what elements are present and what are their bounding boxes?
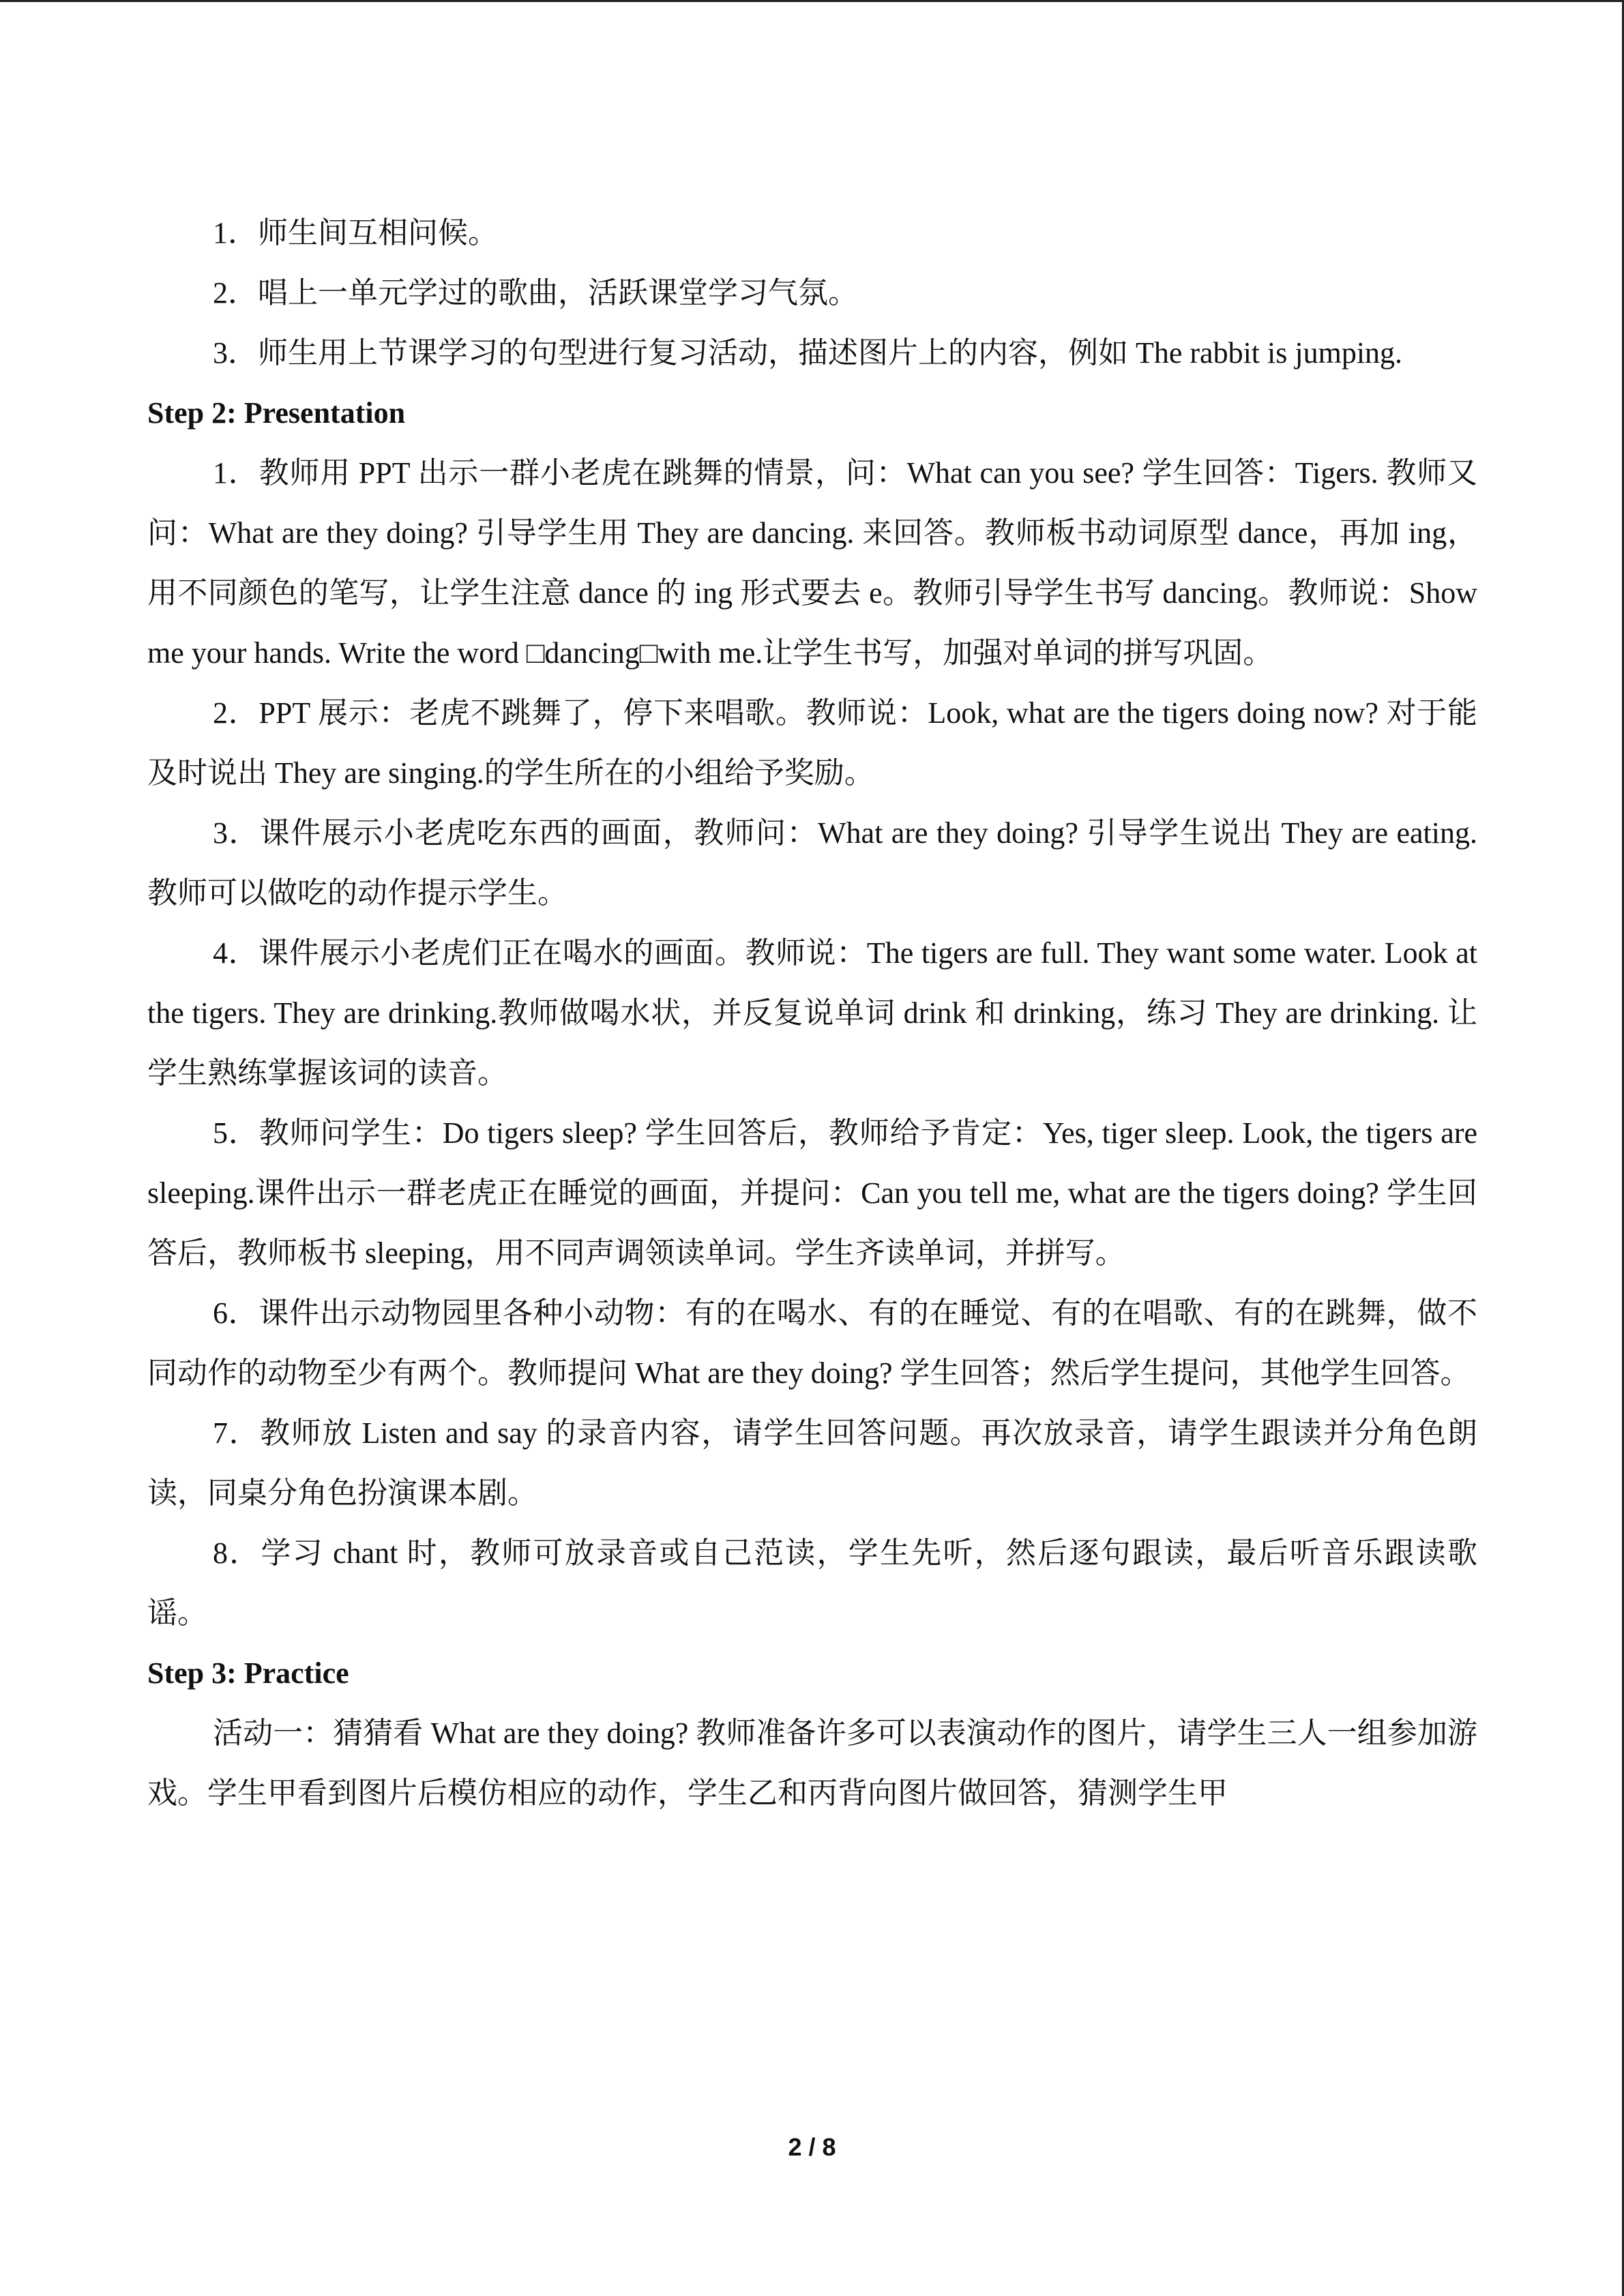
step2-heading: Step 2: Presentation	[147, 396, 406, 430]
warmup-item-3: 3．师生用上节课学习的句型进行复习活动，描述图片上的内容，例如 The rabbit is jumping.	[213, 336, 1403, 370]
step2-item-8: 8．学习 chant 时，教师可放录音或自己范读，学生先听，然后逐句跟读，最后听音乐跟读歌谣。	[147, 1536, 1477, 1630]
step2-item-4: 4．课件展示小老虎们正在喝水的画面。教师说：The tigers are full. They want some water. Look at the tigers. They are drinking.教师做喝水状，并反复说单词 drink 和 drinking，练习 They are drinking. 让学生熟练掌握该词的读音。	[147, 936, 1477, 1090]
step3-heading: Step 3: Practice	[147, 1656, 349, 1690]
step3-activity-1: 活动一：猜猜看 What are they doing? 教师准备许多可以表演动作的图片，请学生三人一组参加游戏。学生甲看到图片后模仿相应的动作，学生乙和丙背向图片做回答，猜测学生甲	[147, 1716, 1477, 1810]
step2-item-2: 2．PPT 展示：老虎不跳舞了，停下来唱歌。教师说：Look, what are the tigers doing now? 对于能及时说出 They are singing.的学生所在的小组给予奖励。	[147, 696, 1477, 790]
top-border-line	[0, 0, 1624, 2]
step2-item-5: 5．教师问学生：Do tigers sleep? 学生回答后，教师给予肯定：Yes, tiger sleep. Look, the tigers are sleeping.课件出示一群老虎正在睡觉的画面，并提问：Can you tell me, what are the tigers doing? 学生回答后，教师板书 sleeping，用不同声调领读单词。学生齐读单词，并拼写。	[147, 1116, 1477, 1270]
step2-item-7: 7．教师放 Listen and say 的录音内容，请学生回答问题。再次放录音，请学生跟读并分角色朗读，同桌分角色扮演课本剧。	[147, 1416, 1477, 1510]
step2-item-1: 1．教师用 PPT 出示一群小老虎在跳舞的情景，问：What can you see? 学生回答：Tigers. 教师又问：What are they doing? 引导学生用 They are dancing. 来回答。教师板书动词原型 dance，再加 ing，用不同颜色的笔写，让学生注意 dance 的 ing 形式要去 e。教师引导学生书写 dancing。教师说：Show me your hands. Write the word □dancing□with me.让学生书写，加强对单词的拼写巩固。	[147, 456, 1477, 670]
step2-item-3: 3．课件展示小老虎吃东西的画面，教师问：What are they doing? 引导学生说出 They are eating. 教师可以做吃的动作提示学生。	[147, 816, 1477, 910]
page-number: 2 / 8	[788, 2133, 836, 2161]
step2-item-6: 6．课件出示动物园里各种小动物：有的在喝水、有的在睡觉、有的在唱歌、有的在跳舞，做不同动作的动物至少有两个。教师提问 What are they doing? 学生回答；然后学生提问，其他学生回答。	[147, 1296, 1477, 1390]
warmup-item-2: 2．唱上一单元学过的歌曲，活跃课堂学习气氛。	[213, 276, 858, 310]
warmup-item-1: 1．师生间互相问候。	[213, 216, 498, 250]
document-body	[147, 203, 1477, 1823]
